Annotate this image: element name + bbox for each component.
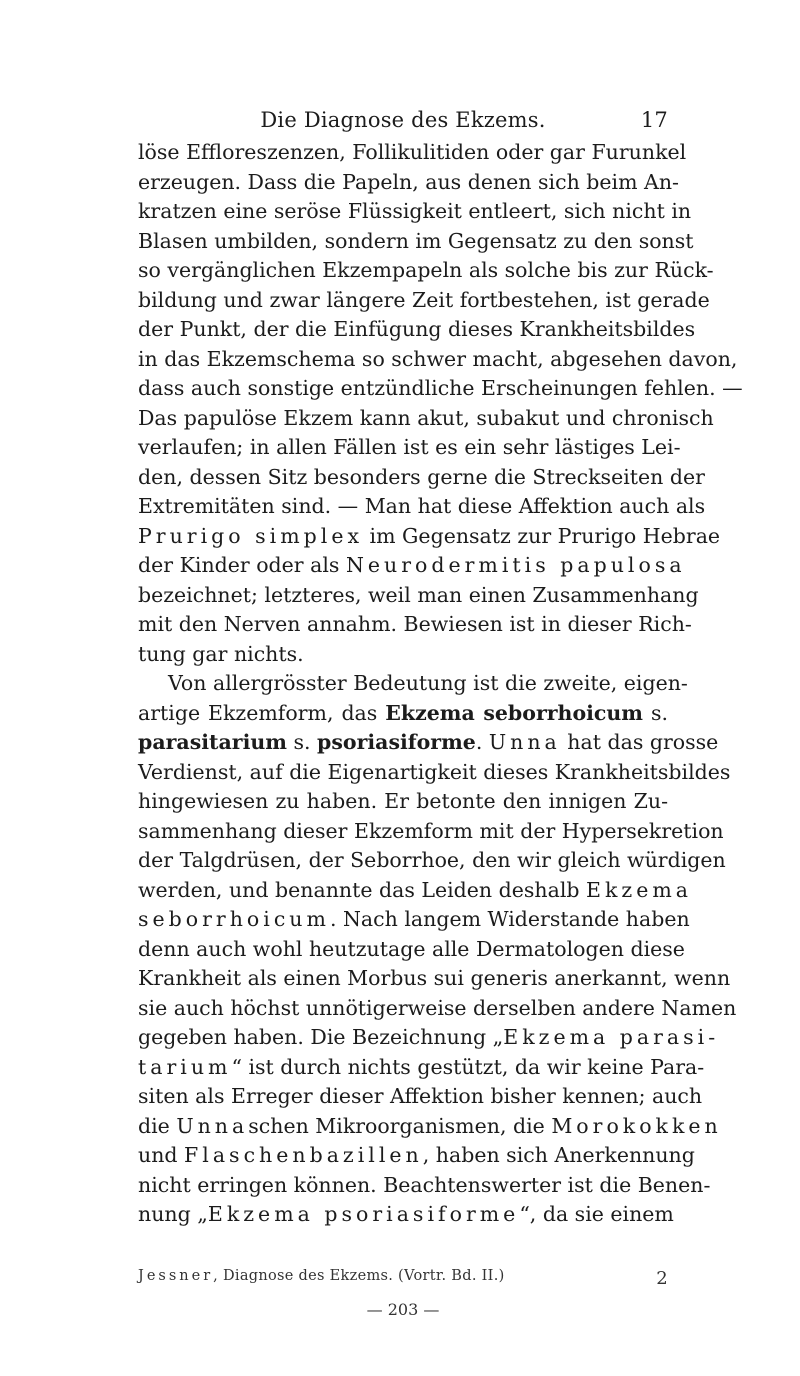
text-line: kratzen eine seröse Flüssigkeit entleert, sich nicht in: [138, 199, 692, 223]
text-fragment: , haben sich Anerkennung: [422, 1143, 695, 1167]
signature-mark: 2: [656, 1268, 668, 1289]
body-text: [138, 138, 743, 1230]
text-fragment: der Kinder oder als: [138, 553, 346, 577]
text-line: bildung und zwar längere Zeit fortbestehen, ist gerade: [138, 287, 710, 312]
text-line: [138, 728, 719, 758]
text-fragment: nung „: [138, 1202, 208, 1226]
text-fragment: artige Ekzemform, das: [138, 700, 386, 725]
text-fragment: hat das grosse: [560, 730, 719, 754]
text-fragment: s.: [286, 730, 318, 754]
text-line: [138, 1141, 695, 1171]
text-line: Das papulöse Ekzem kann akut, subakut und chronisch: [138, 405, 714, 430]
text-line: den, dessen Sitz besonders gerne die Streckseiten der: [138, 464, 705, 489]
text-line: [138, 1112, 722, 1142]
text-line: sammenhang dieser Ekzemform mit der Hypersekretion: [138, 818, 724, 843]
text-fragment: und: [138, 1143, 185, 1167]
spaced-term: Morokokken: [551, 1113, 722, 1138]
text-fragment: . Nach langem Widerstande haben: [329, 907, 690, 931]
spaced-term: Ekzema parasi-: [503, 1025, 720, 1049]
text-line: der Punkt, der die Einfügung dieses Krankheitsbildes: [138, 317, 696, 341]
text-line: erzeugen. Dass die Papeln, aus denen sich beim An-: [138, 169, 679, 194]
page-number: 17: [640, 108, 668, 132]
bold-term: Ekzema seborrhoicum: [385, 700, 643, 725]
text-line: bezeichnet; letzteres, weil man einen Zusammenhang: [138, 582, 699, 607]
text-fragment: schen Mikroorganismen, die: [248, 1113, 552, 1138]
text-line: [138, 1053, 705, 1083]
spaced-name: Unna: [176, 1113, 249, 1138]
text-line: Blasen umbilden, sondern im Gegensatz zu den sonst: [138, 228, 694, 253]
text-fragment: die: [138, 1113, 177, 1138]
text-line: sie auch höchst unnötigerweise derselben andere Namen: [138, 995, 737, 1020]
text-line: tung gar nichts.: [138, 641, 304, 666]
spaced-term: Prurigo simplex: [138, 523, 364, 548]
text-fragment: werden, und benannte das Leiden deshalb: [138, 877, 587, 902]
spaced-term: tarium: [138, 1054, 232, 1079]
text-line: in das Ekzemschema so schwer macht, abgesehen davon,: [138, 346, 738, 371]
text-line: [138, 522, 721, 552]
bold-term: parasitarium: [138, 730, 287, 754]
text-line: dass auch sonstige entzündliche Erscheinungen fehlen. —: [138, 376, 743, 400]
text-line: denn auch wohl heutzutage alle Dermatologen diese: [138, 936, 685, 961]
text-line: siten als Erreger dieser Affektion bisher kennen; auch: [138, 1084, 703, 1108]
spaced-term: seborrhoicum: [138, 907, 330, 931]
text-line: [138, 1200, 674, 1230]
spaced-term: Ekzema: [586, 877, 693, 902]
text-line: Krankheit als einen Morbus sui generis anerkannt, wenn: [138, 966, 731, 990]
spaced-term: Flaschenbazillen: [184, 1143, 423, 1167]
text-line: Verdienst, auf die Eigenartigkeit dieses Krankheitsbildes: [138, 759, 731, 784]
text-fragment: “, da sie einem: [519, 1202, 674, 1226]
text-fragment: im Gegensatz zur Prurigo Hebrae: [363, 523, 721, 548]
text-fragment: .: [475, 730, 489, 754]
text-fragment: “ ist durch nichts gestützt, da wir keine Para-: [231, 1054, 705, 1079]
text-line: löse Effloreszenzen, Follikulitiden oder gar Furunkel: [138, 140, 687, 164]
text-line: [138, 905, 690, 935]
spaced-name: Unna: [488, 730, 561, 754]
footer-author: Jessner: [138, 1268, 214, 1284]
text-line: [138, 1023, 720, 1053]
text-line: Von allergrösster Bedeutung ist die zweite, eigen-: [168, 671, 688, 695]
footer-citation: , Diagnose des Ekzems. (Vortr. Bd. II.): [213, 1268, 505, 1284]
spaced-term: Ekzema psoriasiforme: [207, 1202, 520, 1226]
page-marker: — 203 —: [366, 1300, 440, 1319]
running-title: Die Diagnose des Ekzems.: [260, 108, 546, 132]
text-line: [138, 551, 686, 581]
text-line: so vergänglichen Ekzempapeln als solche bis zur Rück-: [138, 258, 714, 282]
spaced-term: Neurodermitis papulosa: [345, 553, 686, 577]
text-line: Extremitäten sind. — Man hat diese Affektion auch als: [138, 494, 706, 518]
text-line: verlaufen; in allen Fällen ist es ein sehr lästiges Lei-: [138, 435, 681, 459]
text-line: mit den Nerven annahm. Bewiesen ist in dieser Rich-: [138, 612, 692, 636]
text-line: [138, 876, 693, 906]
text-line: [138, 699, 668, 729]
running-header: [138, 108, 668, 132]
text-fragment: gegeben haben. Die Bezeichnung „: [138, 1025, 504, 1049]
footnote-line: [138, 1268, 668, 1289]
text-line: der Talgdrüsen, der Seborrhoe, den wir gleich würdigen: [138, 848, 726, 872]
text-line: nicht erringen können. Beachtenswerter ist die Benen-: [138, 1172, 711, 1197]
text-line: hingewiesen zu haben. Er betonte den innigen Zu-: [138, 789, 668, 813]
bold-term: psoriasiforme: [317, 730, 476, 754]
text-fragment: s.: [643, 700, 668, 725]
